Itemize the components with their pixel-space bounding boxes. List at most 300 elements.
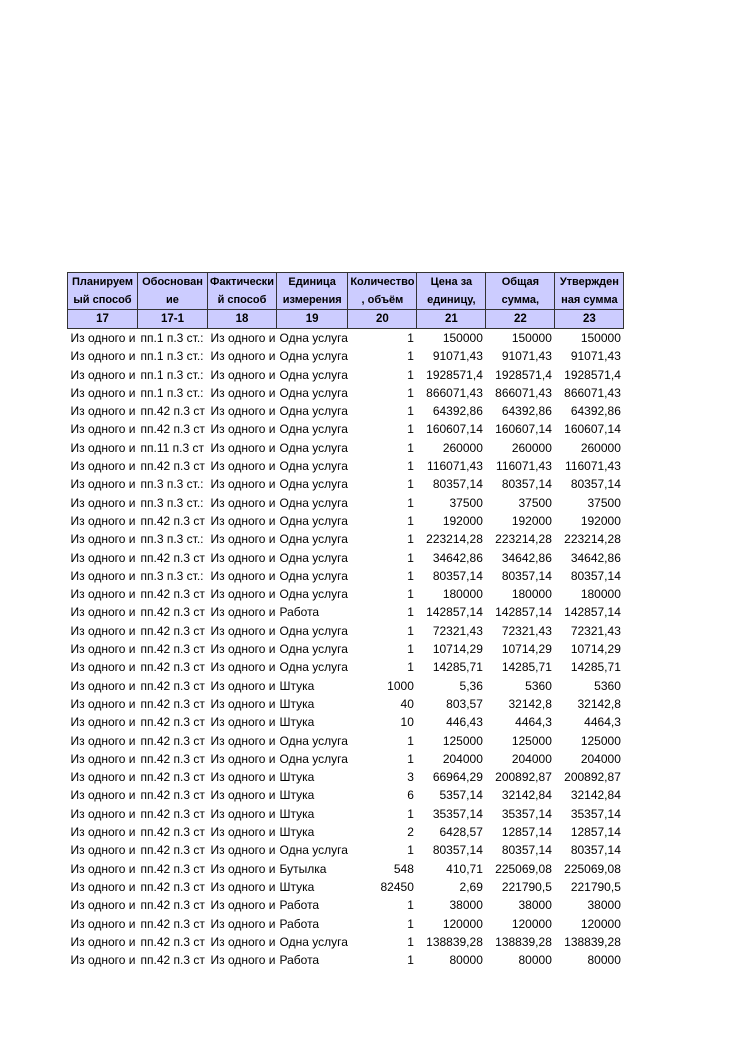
cell-planned-method[interactable]: Из одного и: [70, 825, 136, 840]
cell-justification[interactable]: пп.42 п.3 ст: [140, 513, 205, 528]
cell-approved-sum[interactable]: 225069,08: [564, 861, 621, 876]
cell-quantity[interactable]: 1: [407, 660, 414, 675]
cell-unit-price[interactable]: 5357,14: [439, 788, 483, 803]
cell-unit[interactable]: Штука: [279, 879, 315, 894]
cell-approved-sum[interactable]: 192000: [580, 513, 621, 528]
cell-justification[interactable]: пп.1 п.3 ст.:: [140, 331, 204, 345]
cell-justification[interactable]: пп.42 п.3 ст: [140, 825, 205, 840]
column-number-justification: 17-1: [138, 310, 208, 329]
cell-justification[interactable]: пп.42 п.3 ст: [140, 806, 205, 821]
cell-planned-method[interactable]: Из одного и: [70, 788, 136, 803]
cell-total-sum[interactable]: 204000: [511, 751, 552, 766]
cell-unit-price[interactable]: 223214,28: [426, 532, 483, 547]
cell-unit[interactable]: Работа: [279, 605, 320, 620]
table-row: [68, 475, 624, 493]
cell-justification[interactable]: пп.42 п.3 ст: [140, 843, 205, 858]
cell-planned-method[interactable]: Из одного и: [70, 916, 136, 931]
cell-quantity[interactable]: 548: [393, 861, 414, 876]
cell-quantity[interactable]: 1: [407, 733, 414, 748]
header-row-titles: [68, 273, 624, 310]
cell-unit-price[interactable]: 64392,86: [432, 404, 483, 419]
cell-total-sum[interactable]: 180000: [511, 587, 552, 602]
cell-actual-method[interactable]: Из одного и: [210, 422, 276, 437]
cell-unit[interactable]: Штука: [279, 678, 315, 693]
cell-quantity[interactable]: 1: [407, 349, 414, 364]
cell-total-sum[interactable]: 260000: [511, 440, 552, 455]
cell-approved-sum[interactable]: 34642,86: [570, 550, 621, 565]
cell-total-sum[interactable]: 223214,28: [495, 532, 552, 547]
cell-total-sum[interactable]: 138839,28: [495, 934, 552, 949]
cell-approved-sum[interactable]: 138839,28: [564, 934, 621, 949]
cell-approved-sum[interactable]: 142857,14: [564, 605, 621, 620]
cell-quantity[interactable]: 1: [407, 916, 414, 931]
cell-actual-method[interactable]: Из одного и: [210, 642, 276, 657]
cell-justification[interactable]: пп.42 п.3 ст: [140, 879, 205, 894]
cell-total-sum[interactable]: 200892,87: [495, 770, 552, 785]
cell-unit-price[interactable]: 125000: [442, 733, 483, 748]
cell-unit-price[interactable]: 91071,43: [432, 349, 483, 364]
cell-quantity[interactable]: 1: [407, 550, 414, 565]
cell-justification[interactable]: пп.42 п.3 ст: [140, 953, 205, 968]
cell-quantity[interactable]: 40: [400, 696, 414, 711]
cell-justification[interactable]: пп.1 п.3 ст.:: [140, 385, 204, 400]
cell-actual-method[interactable]: Из одного и: [210, 861, 276, 876]
table-row: [68, 915, 624, 933]
cell-total-sum[interactable]: 72321,43: [501, 623, 552, 638]
cell-unit[interactable]: Штука: [279, 715, 315, 730]
cell-total-sum[interactable]: 80357,14: [501, 477, 552, 492]
cell-total-sum[interactable]: 80000: [518, 953, 552, 968]
cell-planned-method[interactable]: Из одного и: [70, 495, 136, 510]
cell-actual-method[interactable]: Из одного и: [210, 788, 276, 803]
cell-justification[interactable]: пп.42 п.3 ст: [140, 733, 205, 748]
cell-actual-method[interactable]: Из одного и: [210, 367, 276, 382]
cell-unit[interactable]: Одна услуга: [279, 550, 348, 565]
cell-quantity[interactable]: 1: [407, 623, 414, 638]
cell-justification[interactable]: пп.42 п.3 ст: [140, 642, 205, 657]
cell-total-sum[interactable]: 120000: [511, 916, 552, 931]
cell-unit-price[interactable]: 446,43: [446, 715, 483, 730]
cell-quantity[interactable]: 1: [407, 440, 414, 455]
cell-justification[interactable]: пп.42 п.3 ст: [140, 678, 205, 693]
column-header-line: сумма,: [501, 294, 540, 306]
cell-total-sum[interactable]: 38000: [518, 898, 552, 913]
cell-approved-sum[interactable]: 116071,43: [565, 459, 621, 474]
cell-justification[interactable]: пп.42 п.3 ст: [140, 788, 205, 803]
cell-planned-method[interactable]: Из одного и: [70, 770, 136, 785]
cell-unit[interactable]: Штука: [279, 806, 315, 821]
cell-unit[interactable]: Одна услуга: [279, 623, 348, 638]
table-row: [68, 457, 624, 475]
cell-justification[interactable]: пп.42 п.3 ст: [140, 550, 205, 565]
cell-total-sum[interactable]: 80357,14: [501, 568, 552, 583]
cell-quantity[interactable]: 1: [407, 422, 414, 437]
cell-unit-price[interactable]: 180000: [442, 587, 483, 602]
cell-unit[interactable]: Одна услуга: [279, 513, 348, 528]
cell-approved-sum[interactable]: 200892,87: [564, 770, 621, 785]
cell-planned-method[interactable]: Из одного и: [70, 678, 136, 693]
cell-approved-sum[interactable]: 4464,3: [584, 715, 621, 730]
cell-actual-method[interactable]: Из одного и: [210, 843, 276, 858]
cell-unit-price[interactable]: 803,57: [446, 696, 483, 711]
cell-unit[interactable]: Одна услуга: [279, 660, 348, 675]
cell-unit[interactable]: Одна услуга: [279, 404, 348, 419]
cell-justification[interactable]: пп.42 п.3 ст: [140, 404, 205, 419]
cell-unit[interactable]: Одна услуга: [279, 934, 348, 949]
cell-planned-method[interactable]: Из одного и: [70, 605, 136, 620]
cell-unit-price[interactable]: 142857,14: [426, 605, 483, 620]
cell-unit-price[interactable]: 72321,43: [432, 623, 483, 638]
cell-unit-price[interactable]: 35357,14: [432, 806, 483, 821]
cell-unit-price[interactable]: 66964,29: [432, 770, 483, 785]
cell-approved-sum[interactable]: 1928571,4: [564, 367, 621, 382]
cell-quantity[interactable]: 6: [407, 788, 414, 803]
cell-unit-price[interactable]: 6428,57: [439, 825, 483, 840]
cell-justification[interactable]: пп.3 п.3 ст.:: [140, 568, 204, 583]
cell-actual-method[interactable]: Из одного и: [210, 349, 276, 364]
cell-total-sum[interactable]: 160607,14: [495, 422, 552, 437]
cell-actual-method[interactable]: Из одного и: [210, 568, 276, 583]
cell-justification[interactable]: пп.1 п.3 ст.:: [140, 367, 204, 382]
cell-quantity[interactable]: 1: [407, 843, 414, 858]
cell-planned-method[interactable]: Из одного и: [70, 385, 136, 400]
cell-unit-price[interactable]: 2,69: [459, 879, 483, 894]
column-header-line: измерения: [282, 294, 342, 306]
cell-total-sum[interactable]: 37500: [518, 495, 552, 510]
cell-actual-method[interactable]: Из одного и: [210, 513, 276, 528]
cell-actual-method[interactable]: Из одного и: [210, 770, 276, 785]
cell-quantity[interactable]: 1: [407, 806, 414, 821]
cell-actual-method[interactable]: Из одного и: [210, 916, 276, 931]
cell-approved-sum[interactable]: 72321,43: [570, 623, 621, 638]
cell-approved-sum[interactable]: 32142,8: [577, 696, 621, 711]
cell-unit-price[interactable]: 80357,14: [432, 477, 483, 492]
cell-quantity[interactable]: 10: [400, 715, 414, 730]
column-header-justification: [138, 273, 208, 310]
cell-approved-sum[interactable]: 80357,14: [570, 568, 621, 583]
cell-planned-method[interactable]: Из одного и: [70, 751, 136, 766]
cell-quantity[interactable]: 1: [407, 532, 414, 547]
table-row: [68, 603, 624, 621]
cell-unit[interactable]: Одна услуга: [279, 477, 348, 492]
cell-total-sum[interactable]: 192000: [511, 513, 552, 528]
cell-unit-price[interactable]: 80000: [449, 953, 483, 968]
cell-approved-sum[interactable]: 38000: [587, 898, 621, 913]
cell-unit-price[interactable]: 80357,14: [432, 843, 483, 858]
cell-unit-price[interactable]: 204000: [442, 751, 483, 766]
cell-unit[interactable]: Работа: [279, 953, 320, 968]
cell-approved-sum[interactable]: 37500: [587, 495, 621, 510]
cell-unit[interactable]: Одна услуга: [279, 422, 348, 437]
column-number-planned-method: 17: [68, 310, 138, 329]
cell-total-sum[interactable]: 116071,43: [496, 459, 552, 474]
column-header-line: , объём: [361, 294, 404, 306]
cell-actual-method[interactable]: Из одного и: [210, 934, 276, 949]
cell-total-sum[interactable]: 91071,43: [501, 349, 552, 364]
cell-approved-sum[interactable]: 35357,14: [570, 806, 621, 821]
cell-unit-price[interactable]: 14285,71: [432, 660, 483, 675]
cell-unit-price[interactable]: 80357,14: [432, 568, 483, 583]
cell-unit[interactable]: Одна услуга: [279, 642, 348, 657]
cell-approved-sum[interactable]: 32142,84: [570, 788, 621, 803]
cell-approved-sum[interactable]: 64392,86: [570, 404, 621, 419]
cell-unit[interactable]: Одна услуга: [279, 843, 348, 858]
cell-unit-price[interactable]: 10714,29: [432, 642, 483, 657]
cell-planned-method[interactable]: Из одного и: [70, 440, 136, 455]
cell-actual-method[interactable]: Из одного и: [210, 550, 276, 565]
cell-planned-method[interactable]: Из одного и: [70, 331, 136, 345]
cell-quantity[interactable]: 1000: [387, 678, 414, 693]
table-row: [68, 768, 624, 786]
cell-actual-method[interactable]: Из одного и: [210, 459, 276, 474]
cell-approved-sum[interactable]: 150000: [580, 331, 621, 345]
cell-actual-method[interactable]: Из одного и: [210, 404, 276, 419]
cell-planned-method[interactable]: Из одного и: [70, 550, 136, 565]
cell-actual-method[interactable]: Из одного и: [210, 953, 276, 968]
cell-quantity[interactable]: 1: [407, 404, 414, 419]
cell-planned-method[interactable]: Из одного и: [70, 459, 136, 474]
cell-quantity[interactable]: 1: [407, 898, 414, 913]
cell-quantity[interactable]: 1: [407, 934, 414, 949]
cell-approved-sum[interactable]: 91071,43: [570, 349, 621, 364]
cell-approved-sum[interactable]: 260000: [580, 440, 621, 455]
cell-unit-price[interactable]: 5,36: [459, 678, 483, 693]
table-row: [68, 622, 624, 640]
cell-unit[interactable]: Одна услуга: [279, 385, 348, 400]
cell-quantity[interactable]: 1: [407, 513, 414, 528]
cell-quantity[interactable]: 2: [407, 825, 414, 840]
cell-unit[interactable]: Одна услуга: [279, 532, 348, 547]
cell-actual-method[interactable]: Из одного и: [210, 495, 276, 510]
cell-planned-method[interactable]: Из одного и: [70, 696, 136, 711]
cell-total-sum[interactable]: 32142,8: [508, 696, 552, 711]
cell-approved-sum[interactable]: 80357,14: [570, 843, 621, 858]
cell-approved-sum[interactable]: 160607,14: [564, 422, 621, 437]
cell-planned-method[interactable]: Из одного и: [70, 568, 136, 583]
cell-unit-price[interactable]: 34642,86: [432, 550, 483, 565]
cell-planned-method[interactable]: Из одного и: [70, 953, 136, 968]
cell-quantity[interactable]: 1: [407, 568, 414, 583]
cell-justification[interactable]: пп.42 п.3 ст: [140, 715, 205, 730]
cell-unit-price[interactable]: 120000: [442, 916, 483, 931]
cell-quantity[interactable]: 1: [407, 642, 414, 657]
cell-quantity[interactable]: 1: [407, 385, 414, 400]
cell-planned-method[interactable]: Из одного и: [70, 642, 136, 657]
column-number-total-sum: 22: [486, 310, 555, 329]
cell-unit-price[interactable]: 116071,43: [427, 459, 483, 474]
cell-unit[interactable]: Одна услуга: [279, 331, 348, 345]
cell-total-sum[interactable]: 125000: [511, 733, 552, 748]
cell-justification[interactable]: пп.42 п.3 ст: [140, 934, 205, 949]
cell-approved-sum[interactable]: 10714,29: [570, 642, 621, 657]
cell-unit[interactable]: Одна услуга: [279, 587, 348, 602]
cell-planned-method[interactable]: Из одного и: [70, 660, 136, 675]
cell-actual-method[interactable]: Из одного и: [210, 385, 276, 400]
cell-planned-method[interactable]: Из одного и: [70, 733, 136, 748]
cell-actual-method[interactable]: Из одного и: [210, 751, 276, 766]
cell-planned-method[interactable]: Из одного и: [70, 532, 136, 547]
cell-actual-method[interactable]: Из одного и: [210, 605, 276, 620]
cell-unit[interactable]: Штука: [279, 788, 315, 803]
column-header-line: Единица: [288, 276, 336, 288]
cell-approved-sum[interactable]: 866071,43: [564, 385, 621, 400]
cell-unit-price[interactable]: 150000: [442, 331, 483, 345]
cell-actual-method[interactable]: Из одного и: [210, 660, 276, 675]
cell-total-sum[interactable]: 12857,14: [501, 825, 552, 840]
cell-total-sum[interactable]: 221790,5: [501, 879, 552, 894]
cell-unit[interactable]: Работа: [279, 916, 320, 931]
cell-actual-method[interactable]: Из одного и: [210, 733, 276, 748]
cell-actual-method[interactable]: Из одного и: [210, 477, 276, 492]
cell-total-sum[interactable]: 142857,14: [495, 605, 552, 620]
cell-actual-method[interactable]: Из одного и: [210, 696, 276, 711]
cell-actual-method[interactable]: Из одного и: [210, 879, 276, 894]
column-header-line: ие: [166, 294, 179, 306]
cell-actual-method[interactable]: Из одного и: [210, 825, 276, 840]
table-row: [68, 933, 624, 951]
cell-unit[interactable]: Одна услуга: [279, 733, 348, 748]
cell-approved-sum[interactable]: 223214,28: [564, 532, 621, 547]
cell-planned-method[interactable]: Из одного и: [70, 477, 136, 492]
cell-approved-sum[interactable]: 80000: [587, 953, 621, 968]
cell-unit-price[interactable]: 160607,14: [426, 422, 483, 437]
cell-justification[interactable]: пп.42 п.3 ст: [140, 422, 205, 437]
cell-justification[interactable]: пп.1 п.3 ст.:: [140, 349, 204, 364]
cell-planned-method[interactable]: Из одного и: [70, 349, 136, 364]
cell-actual-method[interactable]: Из одного и: [210, 587, 276, 602]
cell-justification[interactable]: пп.42 п.3 ст: [140, 605, 205, 620]
cell-planned-method[interactable]: Из одного и: [70, 513, 136, 528]
cell-planned-method[interactable]: Из одного и: [70, 422, 136, 437]
cell-unit[interactable]: Одна услуга: [279, 495, 348, 510]
cell-unit[interactable]: Одна услуга: [279, 568, 348, 583]
cell-approved-sum[interactable]: 120000: [580, 916, 621, 931]
cell-justification[interactable]: пп.42 п.3 ст: [140, 861, 205, 876]
cell-unit-price[interactable]: 38000: [449, 898, 483, 913]
cell-unit[interactable]: Одна услуга: [279, 367, 348, 382]
cell-quantity[interactable]: 3: [407, 770, 414, 785]
cell-unit[interactable]: Бутылка: [279, 861, 327, 876]
cell-total-sum[interactable]: 150000: [511, 331, 552, 345]
cell-planned-method[interactable]: Из одного и: [70, 367, 136, 382]
cell-planned-method[interactable]: Из одного и: [70, 623, 136, 638]
cell-planned-method[interactable]: Из одного и: [70, 934, 136, 949]
cell-justification[interactable]: пп.42 п.3 ст: [140, 916, 205, 931]
cell-actual-method[interactable]: Из одного и: [210, 440, 276, 455]
cell-total-sum[interactable]: 80357,14: [501, 843, 552, 858]
cell-justification[interactable]: пп.11 п.3 ст: [140, 440, 204, 455]
cell-actual-method[interactable]: Из одного и: [210, 898, 276, 913]
cell-planned-method[interactable]: Из одного и: [70, 404, 136, 419]
cell-unit-price[interactable]: 138839,28: [426, 934, 483, 949]
cell-approved-sum[interactable]: 12857,14: [570, 825, 621, 840]
cell-quantity[interactable]: 1: [407, 367, 414, 382]
cell-unit[interactable]: Штука: [279, 696, 315, 711]
cell-total-sum[interactable]: 4464,3: [515, 715, 552, 730]
cell-unit-price[interactable]: 260000: [442, 440, 483, 455]
cell-approved-sum[interactable]: 204000: [580, 751, 621, 766]
cell-unit[interactable]: Одна услуга: [279, 459, 348, 474]
cell-quantity[interactable]: 1: [407, 587, 414, 602]
cell-justification[interactable]: пп.42 п.3 ст: [140, 770, 205, 785]
cell-total-sum[interactable]: 34642,86: [501, 550, 552, 565]
cell-unit-price[interactable]: 410,71: [446, 861, 483, 876]
cell-total-sum[interactable]: 866071,43: [495, 385, 552, 400]
cell-planned-method[interactable]: Из одного и: [70, 843, 136, 858]
cell-planned-method[interactable]: Из одного и: [70, 879, 136, 894]
cell-quantity[interactable]: 1: [407, 331, 414, 345]
cell-justification[interactable]: пп.3 п.3 ст.:: [140, 495, 204, 510]
cell-actual-method[interactable]: Из одного и: [210, 678, 276, 693]
cell-unit[interactable]: Одна услуга: [279, 349, 348, 364]
cell-quantity[interactable]: 1: [407, 495, 414, 510]
cell-planned-method[interactable]: Из одного и: [70, 861, 136, 876]
cell-total-sum[interactable]: 225069,08: [495, 861, 552, 876]
cell-approved-sum[interactable]: 80357,14: [570, 477, 621, 492]
cell-total-sum[interactable]: 14285,71: [501, 660, 552, 675]
cell-justification[interactable]: пп.3 п.3 ст.:: [140, 477, 204, 492]
cell-planned-method[interactable]: Из одного и: [70, 898, 136, 913]
cell-total-sum[interactable]: 1928571,4: [495, 367, 552, 382]
cell-approved-sum[interactable]: 14285,71: [570, 660, 621, 675]
column-header-line: единицу,: [427, 294, 476, 306]
cell-justification[interactable]: пп.42 п.3 ст: [140, 459, 205, 474]
cell-total-sum[interactable]: 10714,29: [501, 642, 552, 657]
cell-unit-price[interactable]: 37500: [449, 495, 483, 510]
cell-quantity[interactable]: 1: [407, 605, 414, 620]
cell-actual-method[interactable]: Из одного и: [210, 532, 276, 547]
cell-total-sum[interactable]: 35357,14: [501, 806, 552, 821]
cell-actual-method[interactable]: Из одного и: [210, 715, 276, 730]
cell-total-sum[interactable]: 32142,84: [501, 788, 552, 803]
cell-actual-method[interactable]: Из одного и: [210, 623, 276, 638]
table-row: [68, 640, 624, 658]
cell-justification[interactable]: пп.42 п.3 ст: [140, 898, 205, 913]
cell-quantity[interactable]: 1: [407, 751, 414, 766]
cell-approved-sum[interactable]: 5360: [594, 678, 621, 693]
cell-justification[interactable]: пп.42 п.3 ст: [140, 587, 205, 602]
cell-approved-sum[interactable]: 125000: [580, 733, 621, 748]
cell-quantity[interactable]: 1: [407, 477, 414, 492]
column-header-planned-method: [68, 273, 138, 310]
cell-unit-price[interactable]: 192000: [442, 513, 483, 528]
cell-justification[interactable]: пп.42 п.3 ст: [140, 751, 205, 766]
cell-total-sum[interactable]: 64392,86: [501, 404, 552, 419]
cell-total-sum[interactable]: 5360: [525, 678, 552, 693]
cell-justification[interactable]: пп.3 п.3 ст.:: [140, 532, 204, 547]
cell-actual-method[interactable]: Из одного и: [210, 331, 276, 345]
cell-quantity[interactable]: 1: [407, 459, 414, 474]
cell-planned-method[interactable]: Из одного и: [70, 806, 136, 821]
cell-unit[interactable]: Работа: [279, 898, 320, 913]
cell-quantity[interactable]: 82450: [380, 879, 414, 894]
cell-justification[interactable]: пп.42 п.3 ст: [140, 660, 205, 675]
cell-justification[interactable]: пп.42 п.3 ст: [140, 696, 205, 711]
cell-quantity[interactable]: 1: [407, 953, 414, 968]
cell-unit[interactable]: Штука: [279, 825, 315, 840]
cell-unit[interactable]: Одна услуга: [279, 751, 348, 766]
cell-unit[interactable]: Одна услуга: [279, 440, 348, 455]
cell-unit[interactable]: Штука: [279, 770, 315, 785]
cell-unit-price[interactable]: 1928571,4: [426, 367, 483, 382]
cell-planned-method[interactable]: Из одного и: [70, 587, 136, 602]
cell-actual-method[interactable]: Из одного и: [210, 806, 276, 821]
cell-approved-sum[interactable]: 221790,5: [570, 879, 621, 894]
cell-planned-method[interactable]: Из одного и: [70, 715, 136, 730]
cell-approved-sum[interactable]: 180000: [580, 587, 621, 602]
cell-unit-price[interactable]: 866071,43: [426, 385, 483, 400]
cell-justification[interactable]: пп.42 п.3 ст: [140, 623, 205, 638]
